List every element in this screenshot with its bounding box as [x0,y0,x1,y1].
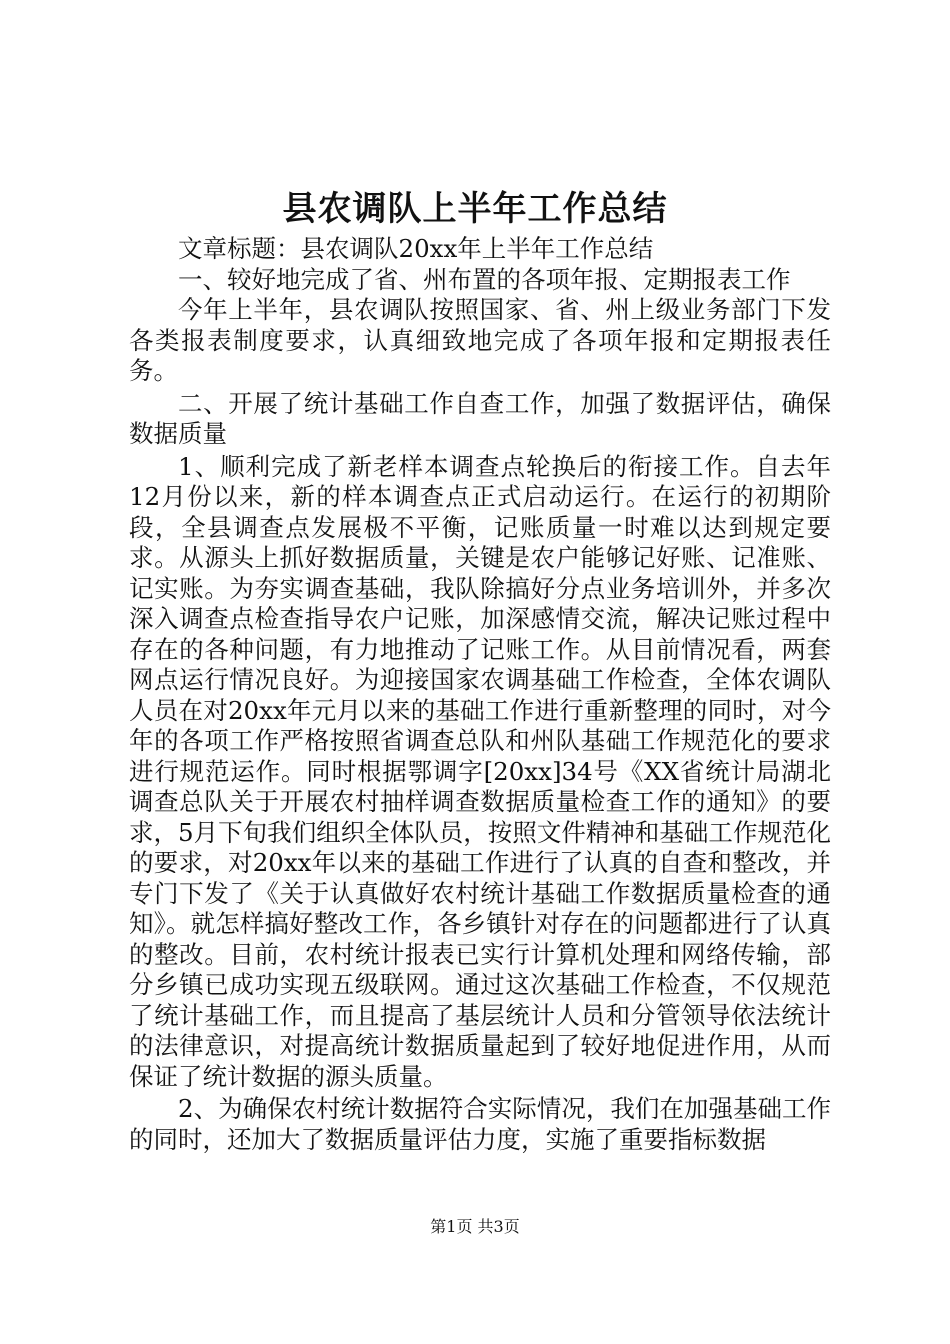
article-title-line: 文章标题：县农调队20xx年上半年工作总结 [178,234,654,263]
section-heading-2: 二、开展了统计基础工作自查工作，加强了数据评估，确保数据质量 [129,388,831,448]
document-title: 县农调队上半年工作总结 [282,189,668,229]
paragraph-1: 今年上半年，县农调队按照国家、省、州上级业务部门下发各类报表制度要求，认真细致地完成了各项年报和定期报表任务。 [129,295,831,385]
page-footer: 第1页 共3页 [430,1217,520,1236]
document-body [129,234,831,1155]
paragraph-2: 1、顺利完成了新老样本调查点轮换后的衔接工作。自去年12月份以来，新的样本调查点正式启动运行。在运行的初期阶段，全县调查点发展极不平衡，记账质量一时难以达到规定要求。从源头上抓好数据质量，关键是农户能够记好账、记准账、记实账。为夯实调查基础，我队除搞好分点业务培训外，并多次深入调查点检查指导农户记账，加深感情交流，解决记账过程中存在的各种问题，有力地推动了记账工作。从目前情况看，两套网点运行情况良好。为迎接国家农调基础工作检查，全体农调队人员在对20xx年元月以来的基础工作进行重新整理的同时，对今年的各项工作严格按照省调查总队和州队基础工作规范化的要求进行规范运作。同时根据鄂调字[20xx]34号《XX省统计局湖北调查总队关于开展农村抽样调查数据质量检查工作的通知》的要求，5月下旬我们组织全体队员，按照文件精神和基础工作规范化的要求，对20xx年以来的基础工作进行了认真的自查和整改，并专门下发了《关于认真做好农村统计基础工作数据质量检查的通知》。就怎样搞好整改工作，各乡镇针对存在的问题都进行了认真的整改。目前，农村统计报表已实行计算机处理和网络传输，部分乡镇已成功实现五级联网。通过这次基础工作检查，不仅规范了统计基础工作，而且提高了基层统计人员和分管领导依法统计的法律意识，对提高统计数据质量起到了较好地促进作用，从而保证了统计数据的源头质量。 [129,451,831,1091]
paragraph-3: 2、为确保农村统计数据符合实际情况，我们在加强基础工作的同时，还加大了数据质量评估力度，实施了重要指标数据 [129,1094,831,1154]
section-heading-1: 一、较好地完成了省、州布置的各项年报、定期报表工作 [178,264,791,294]
